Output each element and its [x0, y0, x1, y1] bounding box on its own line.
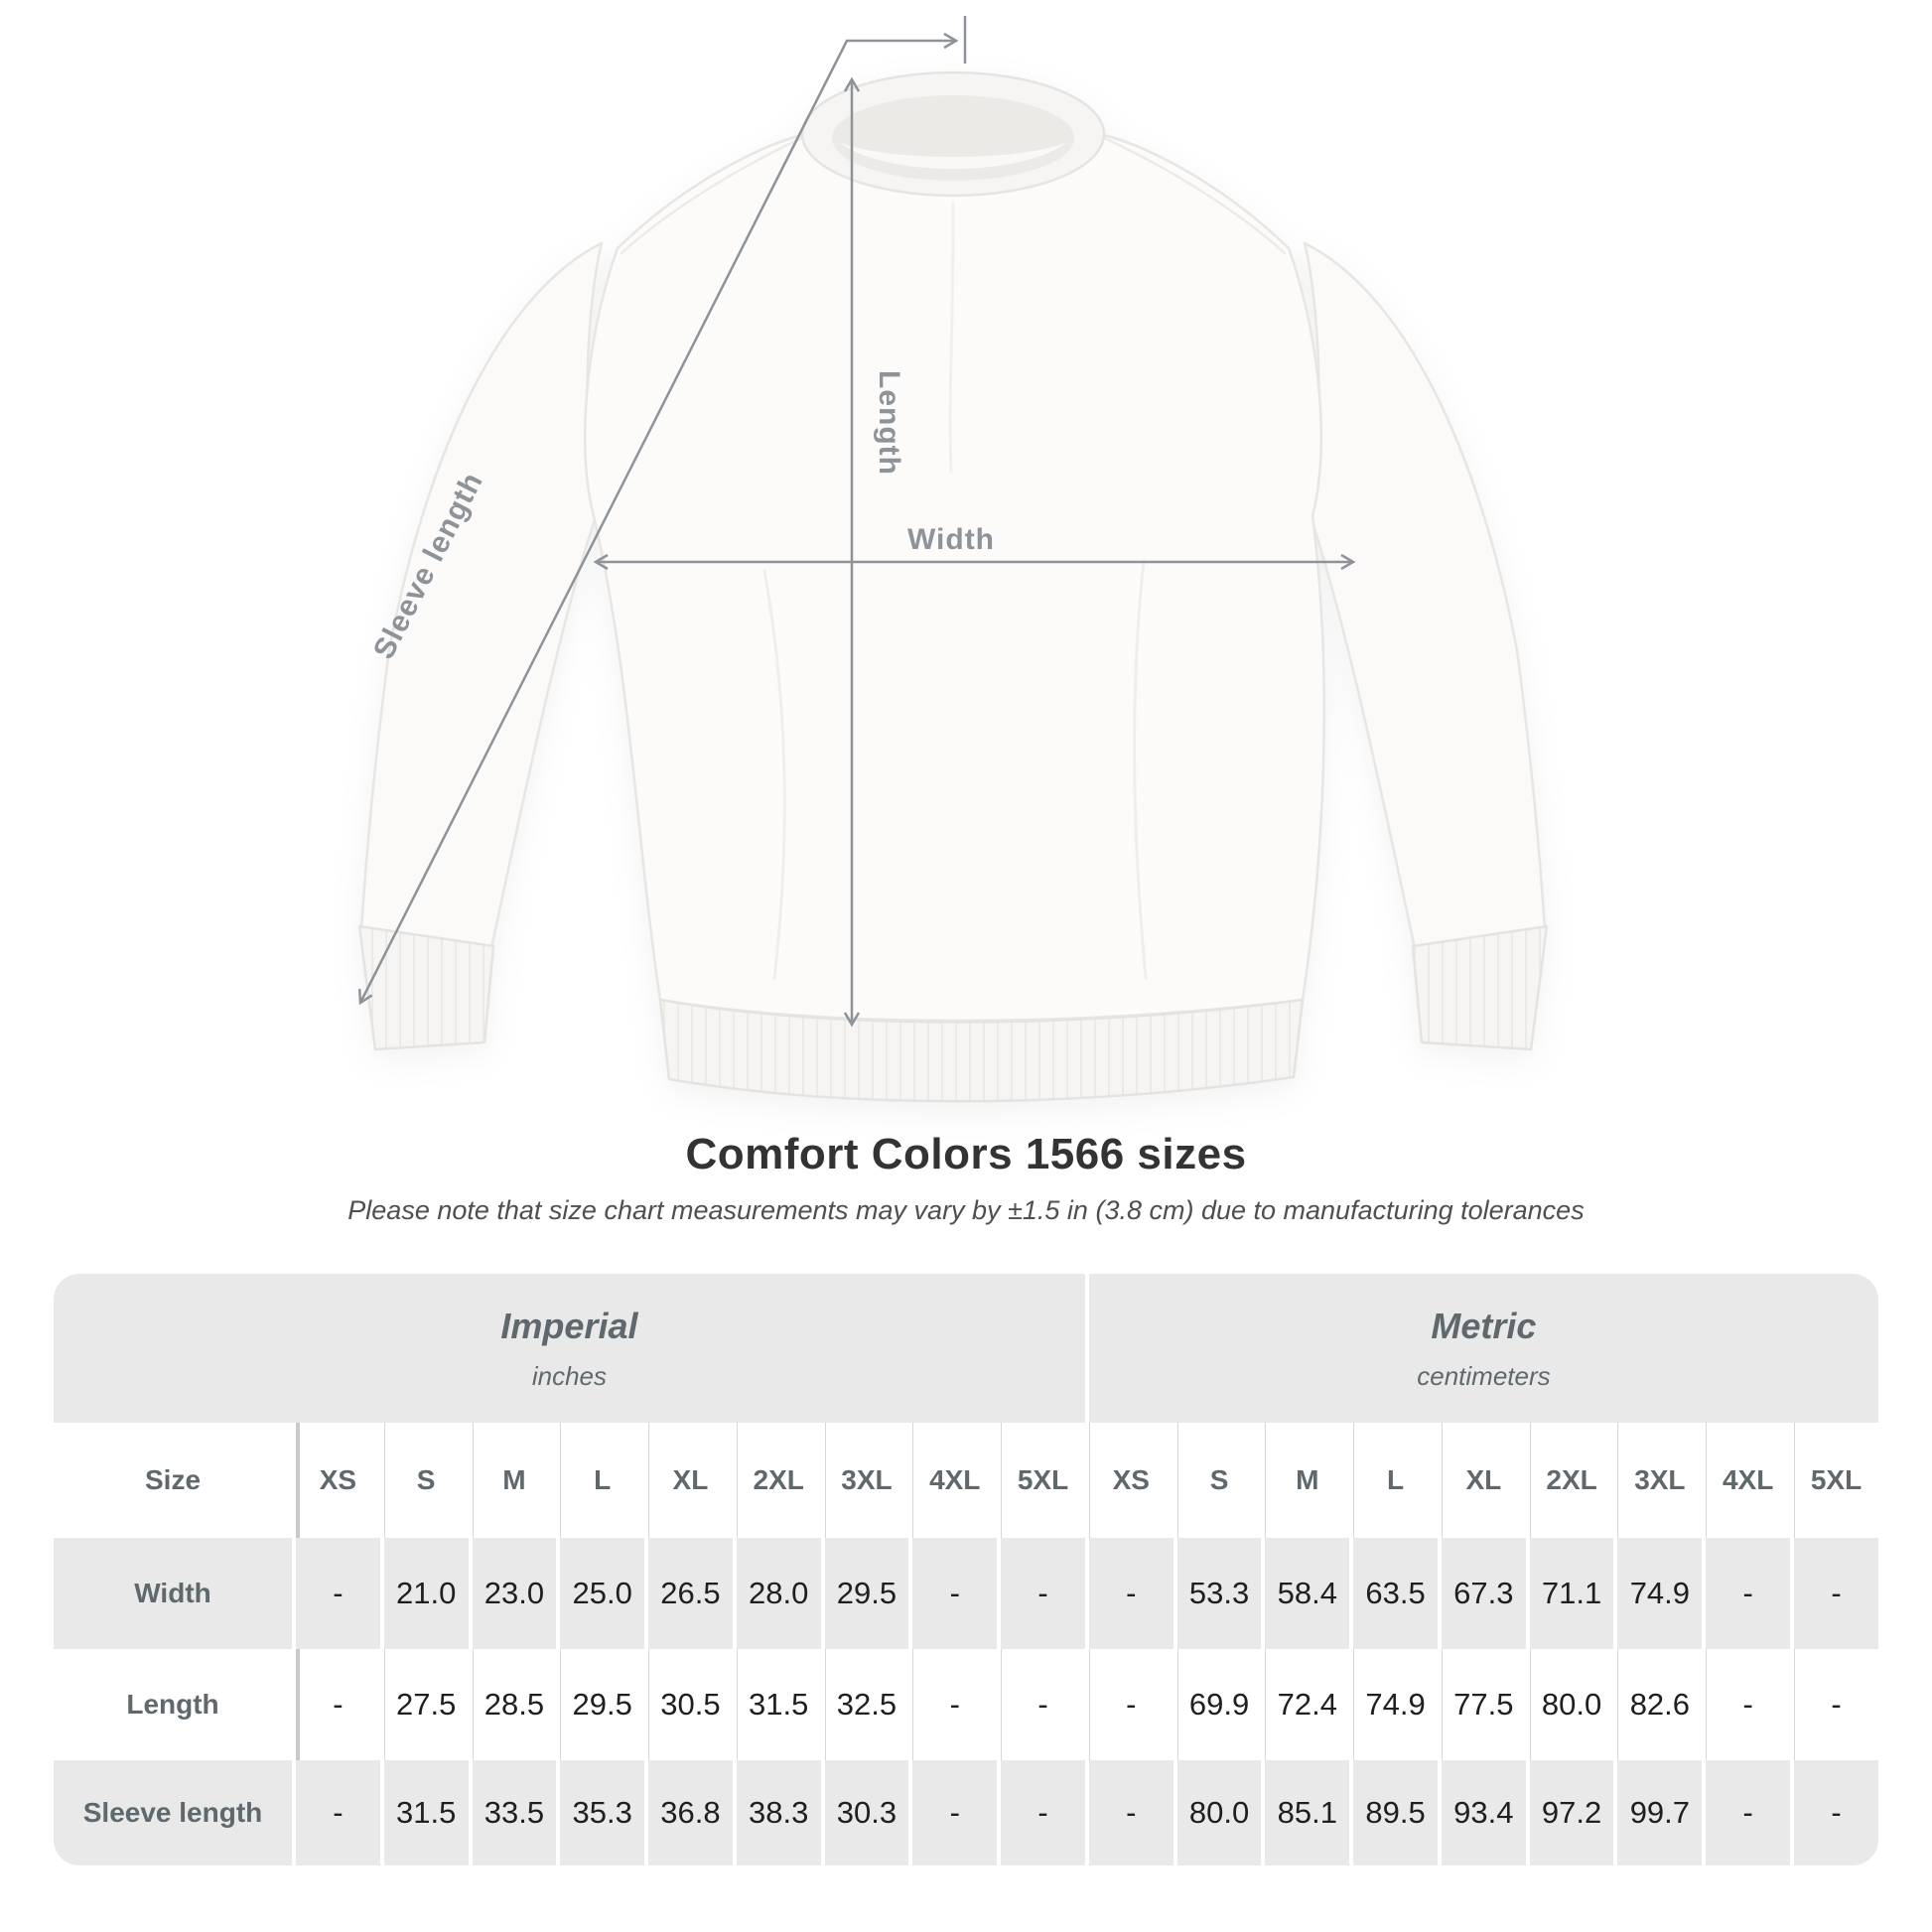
size-column-header: XS	[292, 1423, 380, 1538]
measurement-cell: 29.5	[821, 1538, 909, 1649]
measurement-cell: 23.0	[469, 1538, 557, 1649]
metric-unit-label: centimeters	[1417, 1360, 1551, 1391]
measurement-cell: 28.5	[469, 1649, 557, 1760]
measurement-cell: -	[292, 1538, 380, 1649]
measurement-cell: 33.5	[469, 1760, 557, 1865]
size-column-header: L	[556, 1423, 644, 1538]
measurement-cell: 89.5	[1349, 1760, 1438, 1865]
measurement-cell: 99.7	[1613, 1760, 1702, 1865]
measurement-cell: -	[997, 1760, 1085, 1865]
measurement-row-0	[54, 1538, 1878, 1649]
size-column-header: 5XL	[997, 1423, 1085, 1538]
measurement-row-1	[54, 1649, 1878, 1760]
width-dimension-label: Width	[906, 523, 996, 556]
measurement-cell: 38.3	[733, 1760, 821, 1865]
size-column-header: XL	[644, 1423, 733, 1538]
size-column-header: XS	[1085, 1423, 1173, 1538]
measurement-cell: 71.1	[1526, 1538, 1614, 1649]
row-label-width: Width	[54, 1538, 292, 1649]
measurement-cell: -	[1702, 1538, 1790, 1649]
measurement-cell: 67.3	[1438, 1538, 1526, 1649]
measurement-cell: -	[997, 1649, 1085, 1760]
size-column-header: L	[1349, 1423, 1438, 1538]
size-chart-table	[54, 1274, 1878, 1865]
measurement-cell: -	[997, 1538, 1085, 1649]
size-column-header: 4XL	[908, 1423, 997, 1538]
measurement-cell: -	[908, 1538, 997, 1649]
sleeve-length-dimension-label: Sleeve length	[366, 467, 490, 665]
measurement-cell: 29.5	[556, 1649, 644, 1760]
measurement-cell: -	[1085, 1538, 1173, 1649]
tolerance-note: Please note that size chart measurements may vary by ±1.5 in (3.8 cm) due to manufacturing tolerances	[347, 1195, 1585, 1225]
size-column-header: M	[469, 1423, 557, 1538]
size-column-header: XL	[1438, 1423, 1526, 1538]
measurement-cell: 69.9	[1173, 1649, 1262, 1760]
imperial-unit-label: inches	[531, 1360, 608, 1391]
measurement-cell: 35.3	[556, 1760, 644, 1865]
measurement-cell: 58.4	[1261, 1538, 1349, 1649]
size-column-header: 4XL	[1702, 1423, 1790, 1538]
measurement-cell: -	[1085, 1649, 1173, 1760]
measurement-cell: 97.2	[1526, 1760, 1614, 1865]
measurement-cell: 63.5	[1349, 1538, 1438, 1649]
measurement-cell: 74.9	[1613, 1538, 1702, 1649]
size-column-header: M	[1261, 1423, 1349, 1538]
measurement-cell: 28.0	[733, 1538, 821, 1649]
measurement-cell: 85.1	[1261, 1760, 1349, 1865]
size-column-header: S	[380, 1423, 469, 1538]
measurement-cell: 80.0	[1526, 1649, 1614, 1760]
measurement-cell: -	[1790, 1538, 1878, 1649]
measurement-cell: 31.5	[733, 1649, 821, 1760]
measurement-cell: -	[1790, 1649, 1878, 1760]
size-column-header: S	[1173, 1423, 1262, 1538]
size-corner-label: Size	[54, 1423, 292, 1538]
measurement-cell: 25.0	[556, 1538, 644, 1649]
size-column-header: 2XL	[1526, 1423, 1614, 1538]
unit-group-metric	[1085, 1274, 1878, 1423]
measurement-cell: 80.0	[1173, 1760, 1262, 1865]
measurement-cell: -	[908, 1760, 997, 1865]
measurement-cell: 77.5	[1438, 1649, 1526, 1760]
size-column-header: 3XL	[1613, 1423, 1702, 1538]
measurement-cell: -	[292, 1649, 380, 1760]
measurement-cell: 93.4	[1438, 1760, 1526, 1865]
page-title: Comfort Colors 1566 sizes	[685, 1130, 1247, 1178]
measurement-cell: 21.0	[380, 1538, 469, 1649]
measurement-cell: -	[1790, 1760, 1878, 1865]
measurement-cell: 27.5	[380, 1649, 469, 1760]
size-column-header: 5XL	[1790, 1423, 1878, 1538]
unit-group-imperial	[54, 1274, 1085, 1423]
measurement-cell: 32.5	[821, 1649, 909, 1760]
measurement-cell: 53.3	[1173, 1538, 1262, 1649]
measurement-cell: 36.8	[644, 1760, 733, 1865]
measurement-cell: 30.5	[644, 1649, 733, 1760]
measurement-cell: 72.4	[1261, 1649, 1349, 1760]
row-label-sleeve-length: Sleeve length	[54, 1760, 292, 1865]
measurement-cell: 82.6	[1613, 1649, 1702, 1760]
metric-label: Metric	[1431, 1305, 1537, 1346]
measurement-cell: 74.9	[1349, 1649, 1438, 1760]
row-label-length: Length	[54, 1649, 292, 1760]
measurement-cell: 30.3	[821, 1760, 909, 1865]
sizes-header-row	[54, 1423, 1878, 1538]
imperial-label: Imperial	[500, 1305, 638, 1346]
measurement-cell: -	[1702, 1760, 1790, 1865]
measurement-row-2	[54, 1760, 1878, 1865]
measurement-cell: -	[292, 1760, 380, 1865]
measurement-cell: -	[1085, 1760, 1173, 1865]
size-chart	[54, 1274, 1878, 1865]
size-column-header: 2XL	[733, 1423, 821, 1538]
unit-header-row	[54, 1274, 1878, 1423]
measurement-cell: -	[1702, 1649, 1790, 1760]
measurement-cell: 31.5	[380, 1760, 469, 1865]
measurement-cell: 26.5	[644, 1538, 733, 1649]
size-column-header: 3XL	[821, 1423, 909, 1538]
length-dimension-label: Length	[873, 370, 905, 476]
measurement-cell: -	[908, 1649, 997, 1760]
